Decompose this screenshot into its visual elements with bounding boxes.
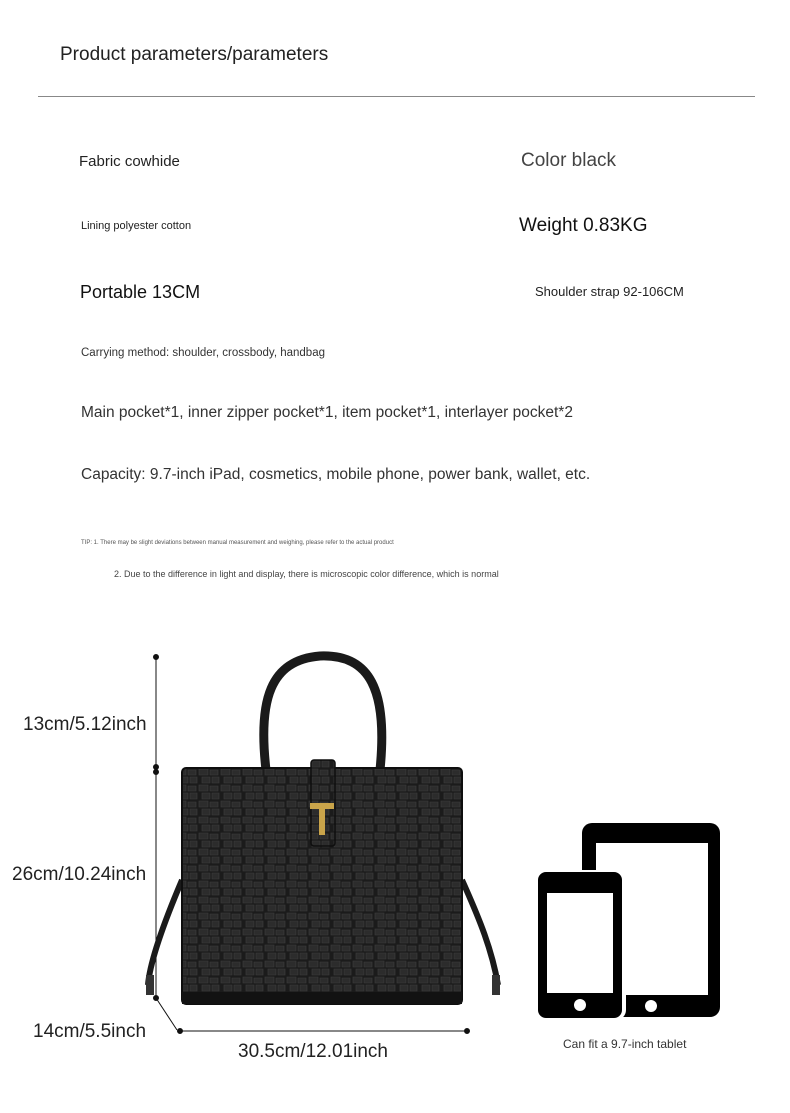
dimension-body-height: 26cm/10.24inch (12, 864, 147, 885)
phone-icon (534, 870, 626, 1020)
note-tip-1: TIP: 1. There may be slight deviations between manual measurement and weighing, please refer to the actual product (81, 540, 394, 546)
dimension-width: 30.5cm/12.01inch (238, 1041, 388, 1062)
page-title: Product parameters/parameters (60, 44, 329, 65)
handbag-image (146, 656, 500, 1004)
param-color: Color black (521, 150, 617, 171)
param-fabric: Fabric cowhide (79, 153, 180, 170)
param-carrying-method: Carrying method: shoulder, crossbody, handbag (81, 347, 325, 359)
dimension-handle-height: 13cm/5.12inch (23, 714, 147, 735)
device-caption: Can fit a 9.7-inch tablet (563, 1037, 687, 1051)
param-weight: Weight 0.83KG (519, 215, 648, 236)
dimension-depth: 14cm/5.5inch (33, 1021, 147, 1042)
param-capacity: Capacity: 9.7-inch iPad, cosmetics, mobile phone, power bank, wallet, etc. (81, 466, 591, 483)
param-shoulder-strap: Shoulder strap 92-106CM (535, 284, 684, 299)
param-portable: Portable 13CM (80, 282, 201, 302)
note-tip-2: 2. Due to the difference in light and display, there is microscopic color difference, which is normal (114, 569, 499, 579)
param-pockets: Main pocket*1, inner zipper pocket*1, item pocket*1, interlayer pocket*2 (81, 404, 573, 421)
param-lining: Lining polyester cotton (81, 220, 192, 232)
